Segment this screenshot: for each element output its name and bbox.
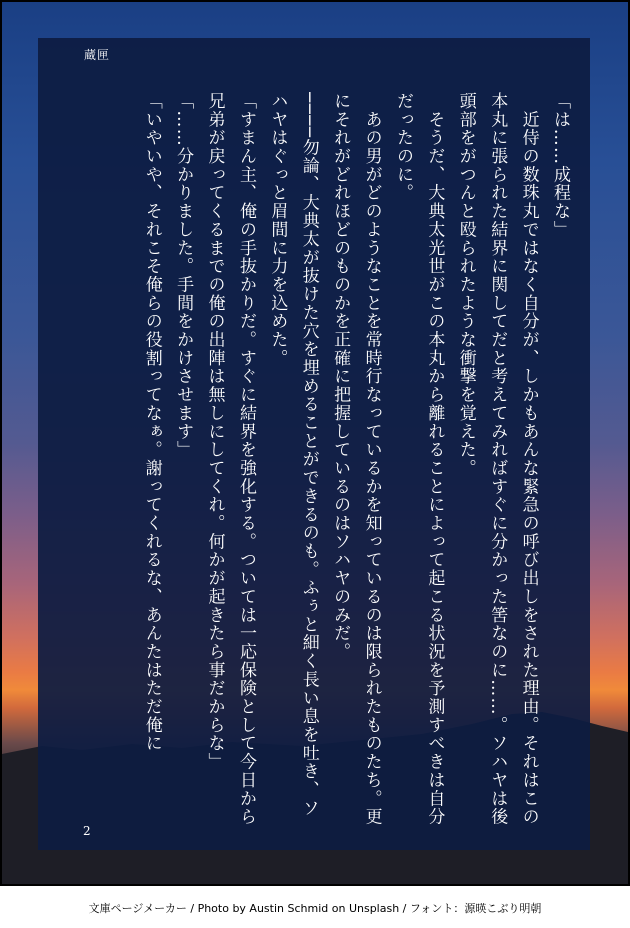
credit-line: 文庫ページメーカー / Photo by Austin Schmid on Unsplash / フォント：源暎こぶり明朝	[88, 902, 542, 915]
paragraph: 「は……成程な」	[550, 92, 570, 239]
paragraph: 「すまん主、俺の手抜かりだ。すぐに結界を強化する。ついては一応保険として今日から兄弟が戻ってくるまでの俺の出陣は無しにしてくれ。何かが起きたら事だからな」	[204, 92, 256, 826]
paragraph: あの男がどのようなことを常時行なっているかを知っているのは限られたものたち。更にそれがどれほどのものかを正確に把握しているのはソハヤのみだ。	[330, 92, 382, 826]
paragraph: そうだ、大典太光世がこの本丸から離れることによって起こる状況を予測すべきは自分だったのに。	[392, 92, 445, 826]
paragraph: 近侍の数珠丸ではなく自分が、しかもあんな緊急の呼び出しをされた理由。それはこの本丸に張られた結界に関してだと考えてみればすぐに分かった筈なのに……。ソハヤは後頭部をがつんと殴られたような衝撃を覚えた。	[455, 92, 539, 826]
paragraph: 「……分かりました。手間をかけさせます」	[173, 92, 194, 459]
paragraph: 「いやいや、それこそ俺らの役割ってなぁ。謝ってくれるな、あんたはただ俺に	[141, 92, 162, 753]
page-number: 2	[83, 824, 91, 838]
vertical-body-text	[70, 92, 575, 832]
text-panel	[38, 38, 590, 850]
page-title: 蔵匣	[84, 48, 111, 62]
paragraph: ────勿論、大典太が抜けた穴を埋めることができるのも。ふぅと細く長い息を吐き、ソハヤはぐっと眉間に力を込めた。	[267, 92, 319, 818]
